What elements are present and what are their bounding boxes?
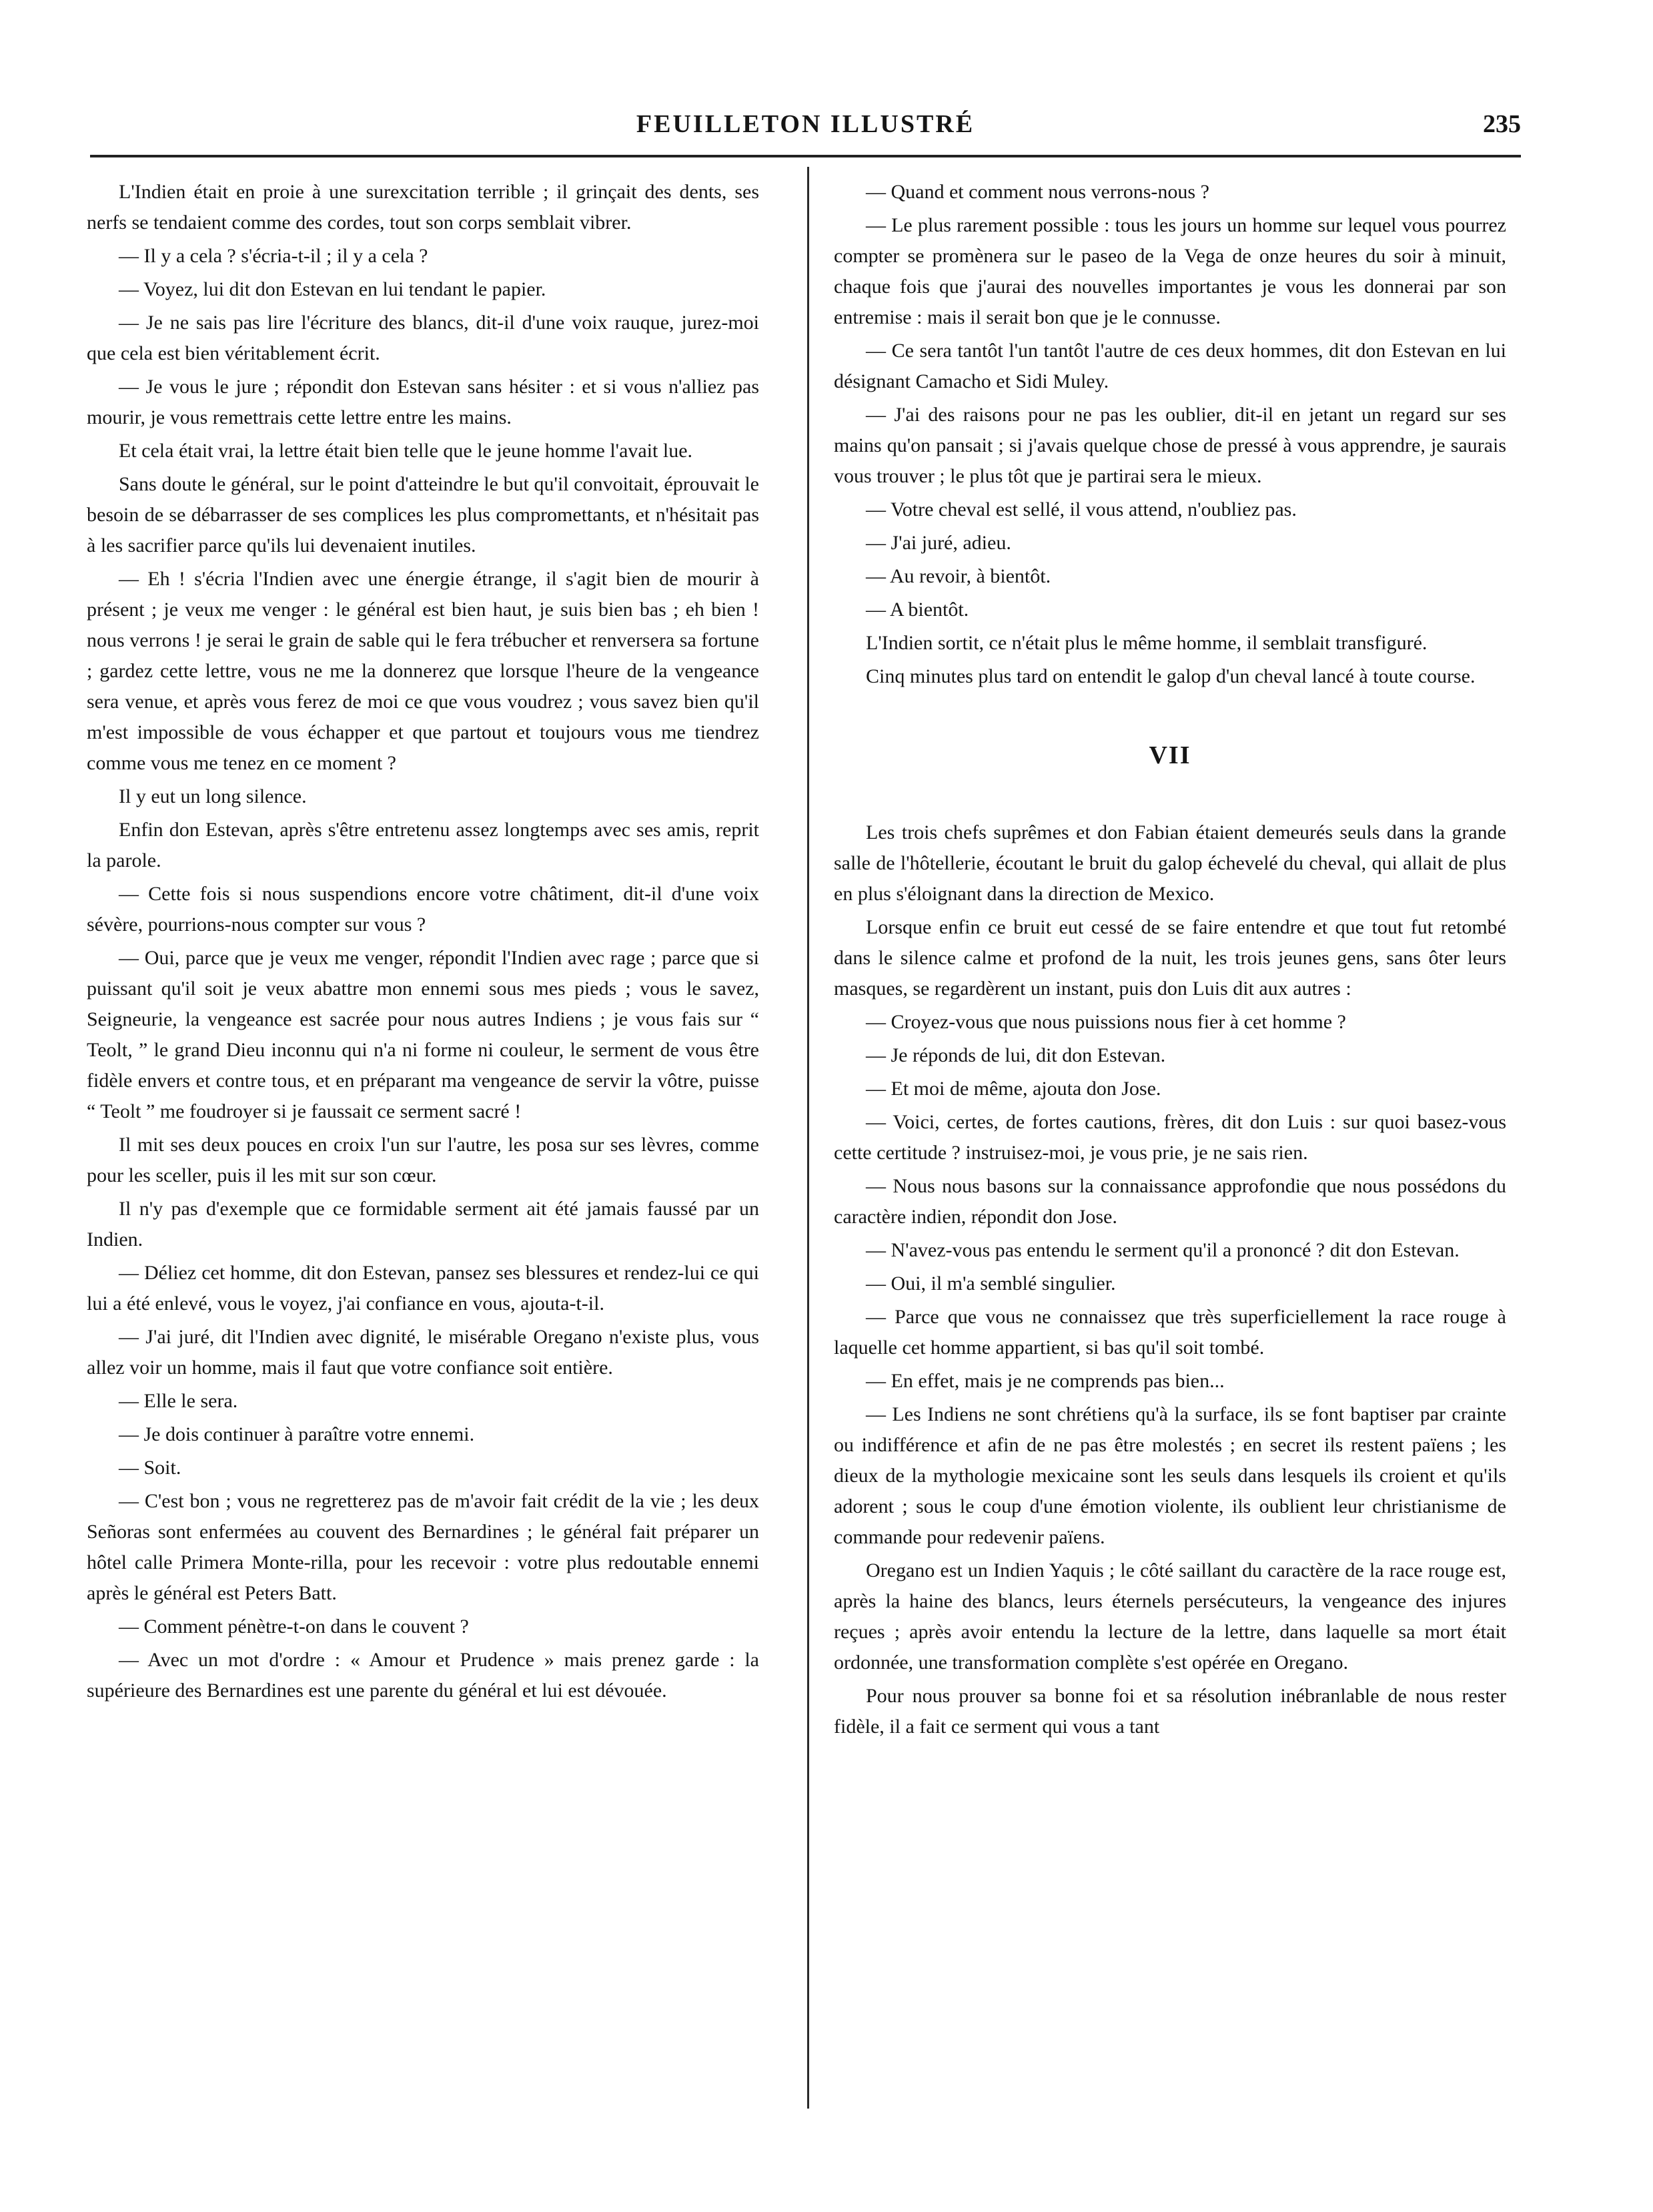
paragraph: — Je dois continuer à paraître votre ennemi. xyxy=(119,1423,475,1445)
paragraph: Il mit ses deux pouces en croix l'un sur l'autre, les posa sur ses lèvres, comme pour les sceller, puis il les mit sur son cœur. xyxy=(87,1134,759,1186)
page-number: 235 xyxy=(1483,110,1521,138)
paragraph: — C'est bon ; vous ne regretterez pas de m'avoir fait crédit de la vie ; les deux Señoras sont enfermées au couvent des Bernardines ; le général fait préparer un hôtel calle Primera Monte-rilla, pour les recevoir : votre plus redoutable ennemi après le général est Peters Batt. xyxy=(87,1490,759,1604)
paragraph: — Les Indiens ne sont chrétiens qu'à la surface, ils se font baptiser par crainte ou indifférence et afin de ne pas être molestés ; en secret ils restent païens ; les dieux de la mythologie mexicaine sont les seuls dans lesquels ils croient et qu'ils adorent ; sous le coup d'une émotion violente, ils oublient leur christianisme de commande pour redevenir païens. xyxy=(834,1403,1506,1548)
page-header xyxy=(90,100,1521,147)
paragraph: — Soit. xyxy=(119,1457,181,1479)
paragraph: Les trois chefs suprêmes et don Fabian étaient demeurés seuls dans la grande salle de l'hôtellerie, écoutant le bruit du galop échevelé du cheval, qui allait de plus en plus s'éloignant dans la direction de Mexico. xyxy=(834,821,1506,905)
paragraph: — Votre cheval est sellé, il vous attend, n'oubliez pas. xyxy=(866,498,1297,520)
paragraph: L'Indien était en proie à une surexcitation terrible ; il grinçait des dents, ses nerfs se tendaient comme des cordes, tout son corps semblait vibrer. xyxy=(87,181,759,234)
paragraph: — Oui, il m'a semblé singulier. xyxy=(866,1272,1116,1295)
paragraph: — Parce que vous ne connaissez que très superficiellement la race rouge à laquelle cet homme appartient, si bas qu'il soit tombé. xyxy=(834,1306,1506,1359)
left-column xyxy=(87,177,759,1709)
paragraph: Oregano est un Indien Yaquis ; le côté saillant du caractère de la race rouge est, après la haine des blancs, leurs éternels persécuteurs, la vengeance des injures reçues ; après avoir entendu la lecture de la lettre, dans laquelle sa mort était ordonnée, une transformation complète s'est opérée en Oregano. xyxy=(834,1559,1506,1674)
paragraph: — Avec un mot d'ordre : « Amour et Prudence » mais prenez garde : la supérieure des Bernardines est une parente du général et lui est dévouée. xyxy=(87,1649,759,1702)
paragraph: — Il y a cela ? s'écria-t-il ; il y a cela ? xyxy=(119,245,428,267)
column-divider xyxy=(807,167,809,2109)
paragraph: — Elle le sera. xyxy=(119,1390,238,1412)
paragraph: — J'ai juré, dit l'Indien avec dignité, le misérable Oregano n'existe plus, vous allez voir un homme, mais il faut que votre confiance soit entière. xyxy=(87,1326,759,1379)
paragraph: — Eh ! s'écria l'Indien avec une énergie étrange, il s'agit bien de mourir à présent ; je veux me venger : le général est bien haut, je suis bien bas ; eh bien ! nous verrons ! je serai le grain de sable qui le fera trébucher et renversera sa fortune ; gardez cette lettre, vous ne me la donnerez que lorsque l'heure de la vengeance sera venue, et après vous ferez de moi ce que vous voudrez ; vous savez bien qu'il m'est impossible de vous échapper et que partout et toujours vous me tiendrez comme vous me tenez en ce moment ? xyxy=(87,568,759,774)
paragraph: — Je ne sais pas lire l'écriture des blancs, dit-il d'une voix rauque, jurez-moi que cela est bien véritablement écrit. xyxy=(87,312,759,364)
paragraph: Lorsque enfin ce bruit eut cessé de se faire entendre et que tout fut retombé dans le silence calme et profond de la nuit, les trois jeunes gens, sans ôter leurs masques, se regardèrent un instant, puis don Luis dit aux autres : xyxy=(834,916,1506,1000)
paragraph: Enfin don Estevan, après s'être entretenu assez longtemps avec ses amis, reprit la parole. xyxy=(87,819,759,871)
paragraph: — En effet, mais je ne comprends pas bien... xyxy=(866,1370,1225,1392)
paragraph: — Cette fois si nous suspendions encore votre châtiment, dit-il d'une voix sévère, pourrions-nous compter sur vous ? xyxy=(87,883,759,936)
paragraph: — Et moi de même, ajouta don Jose. xyxy=(866,1078,1161,1100)
paragraph: Il y eut un long silence. xyxy=(119,785,307,807)
paragraph: — Nous nous basons sur la connaissance approfondie que nous possédons du caractère indien, répondit don Jose. xyxy=(834,1175,1506,1228)
paragraph: — A bientôt. xyxy=(866,599,969,621)
paragraph: — Déliez cet homme, dit don Estevan, pansez ses blessures et rendez-lui ce qui lui a été enlevé, vous le voyez, j'ai confiance en vous, ajouta-t-il. xyxy=(87,1262,759,1315)
paragraph: Il n'y pas d'exemple que ce formidable serment ait été jamais faussé par un Indien. xyxy=(87,1198,759,1250)
paragraph: — Croyez-vous que nous puissions nous fier à cet homme ? xyxy=(866,1011,1346,1033)
header-rule xyxy=(90,155,1521,157)
paragraph: — Je vous le jure ; répondit don Estevan sans hésiter : et si vous n'alliez pas mourir, je vous remettrais cette lettre entre les mains. xyxy=(87,376,759,428)
right-column xyxy=(834,177,1506,1745)
paragraph: — Je réponds de lui, dit don Estevan. xyxy=(866,1044,1166,1066)
paragraph: Et cela était vrai, la lettre était bien telle que le jeune homme l'avait lue. xyxy=(119,440,693,462)
paragraph: Cinq minutes plus tard on entendit le galop d'un cheval lancé à toute course. xyxy=(866,665,1476,687)
paragraph: — Voici, certes, de fortes cautions, frères, dit don Luis : sur quoi basez-vous cette certitude ? instruisez-moi, je vous prie, je ne sais rien. xyxy=(834,1111,1506,1164)
paragraph: — J'ai des raisons pour ne pas les oublier, dit-il en jetant un regard sur ses mains qu'on pansait ; si j'avais quelque chose de pressé à vous apprendre, je saurais vous trouver ; le plus tôt que je partirai sera le mieux. xyxy=(834,404,1506,487)
paragraph: Pour nous prouver sa bonne foi et sa résolution inébranlable de nous rester fidèle, il a fait ce serment qui vous a tant xyxy=(834,1685,1506,1738)
running-title: FEUILLETON ILLUSTRÉ xyxy=(636,110,975,138)
paragraph: — N'avez-vous pas entendu le serment qu'il a prononcé ? dit don Estevan. xyxy=(866,1239,1460,1261)
paragraph: — J'ai juré, adieu. xyxy=(866,532,1011,554)
chapter-heading: VII xyxy=(1149,741,1191,769)
paragraph: — Oui, parce que je veux me venger, répondit l'Indien avec rage ; parce que si puissant qu'il soit je veux abattre mon ennemi sous mes pieds ; vous le savez, Seigneurie, la vengeance est sacrée pour nous autres Indiens ; je vous fais sur “ Teolt, ” le grand Dieu inconnu qui n'a ni forme ni couleur, le serment de vous être fidèle envers et contre tous, et en préparant ma vengeance de servir la vôtre, puisse “ Teolt ” me foudroyer si je faussait ce serment sacré ! xyxy=(87,947,759,1122)
paragraph: — Voyez, lui dit don Estevan en lui tendant le papier. xyxy=(119,278,546,300)
paragraph: — Au revoir, à bientôt. xyxy=(866,565,1051,587)
paragraph: Sans doute le général, sur le point d'atteindre le but qu'il convoitait, éprouvait le besoin de se débarrasser de ses complices les plus compromettants, et n'hésitait pas à les sacrifier parce qu'ils lui devenaient inutiles. xyxy=(87,473,759,557)
right-column-after-chapter xyxy=(834,817,1506,1742)
paragraph: L'Indien sortit, ce n'était plus le même homme, il semblait transfiguré. xyxy=(866,632,1428,654)
paragraph: — Quand et comment nous verrons-nous ? xyxy=(866,181,1209,203)
right-column-before-chapter xyxy=(834,177,1506,692)
paragraph: — Le plus rarement possible : tous les jours un homme sur lequel vous pourrez compter se promènera sur le paseo de la Vega de onze heures du soir à minuit, chaque fois que j'aurai des nouvelles importantes je vous les donnerai par son entremise : mais il serait bon que je le connusse. xyxy=(834,214,1506,328)
paragraph: — Comment pénètre-t-on dans le couvent ? xyxy=(119,1615,469,1637)
paragraph: — Ce sera tantôt l'un tantôt l'autre de ces deux hommes, dit don Estevan en lui désignant Camacho et Sidi Muley. xyxy=(834,340,1506,392)
